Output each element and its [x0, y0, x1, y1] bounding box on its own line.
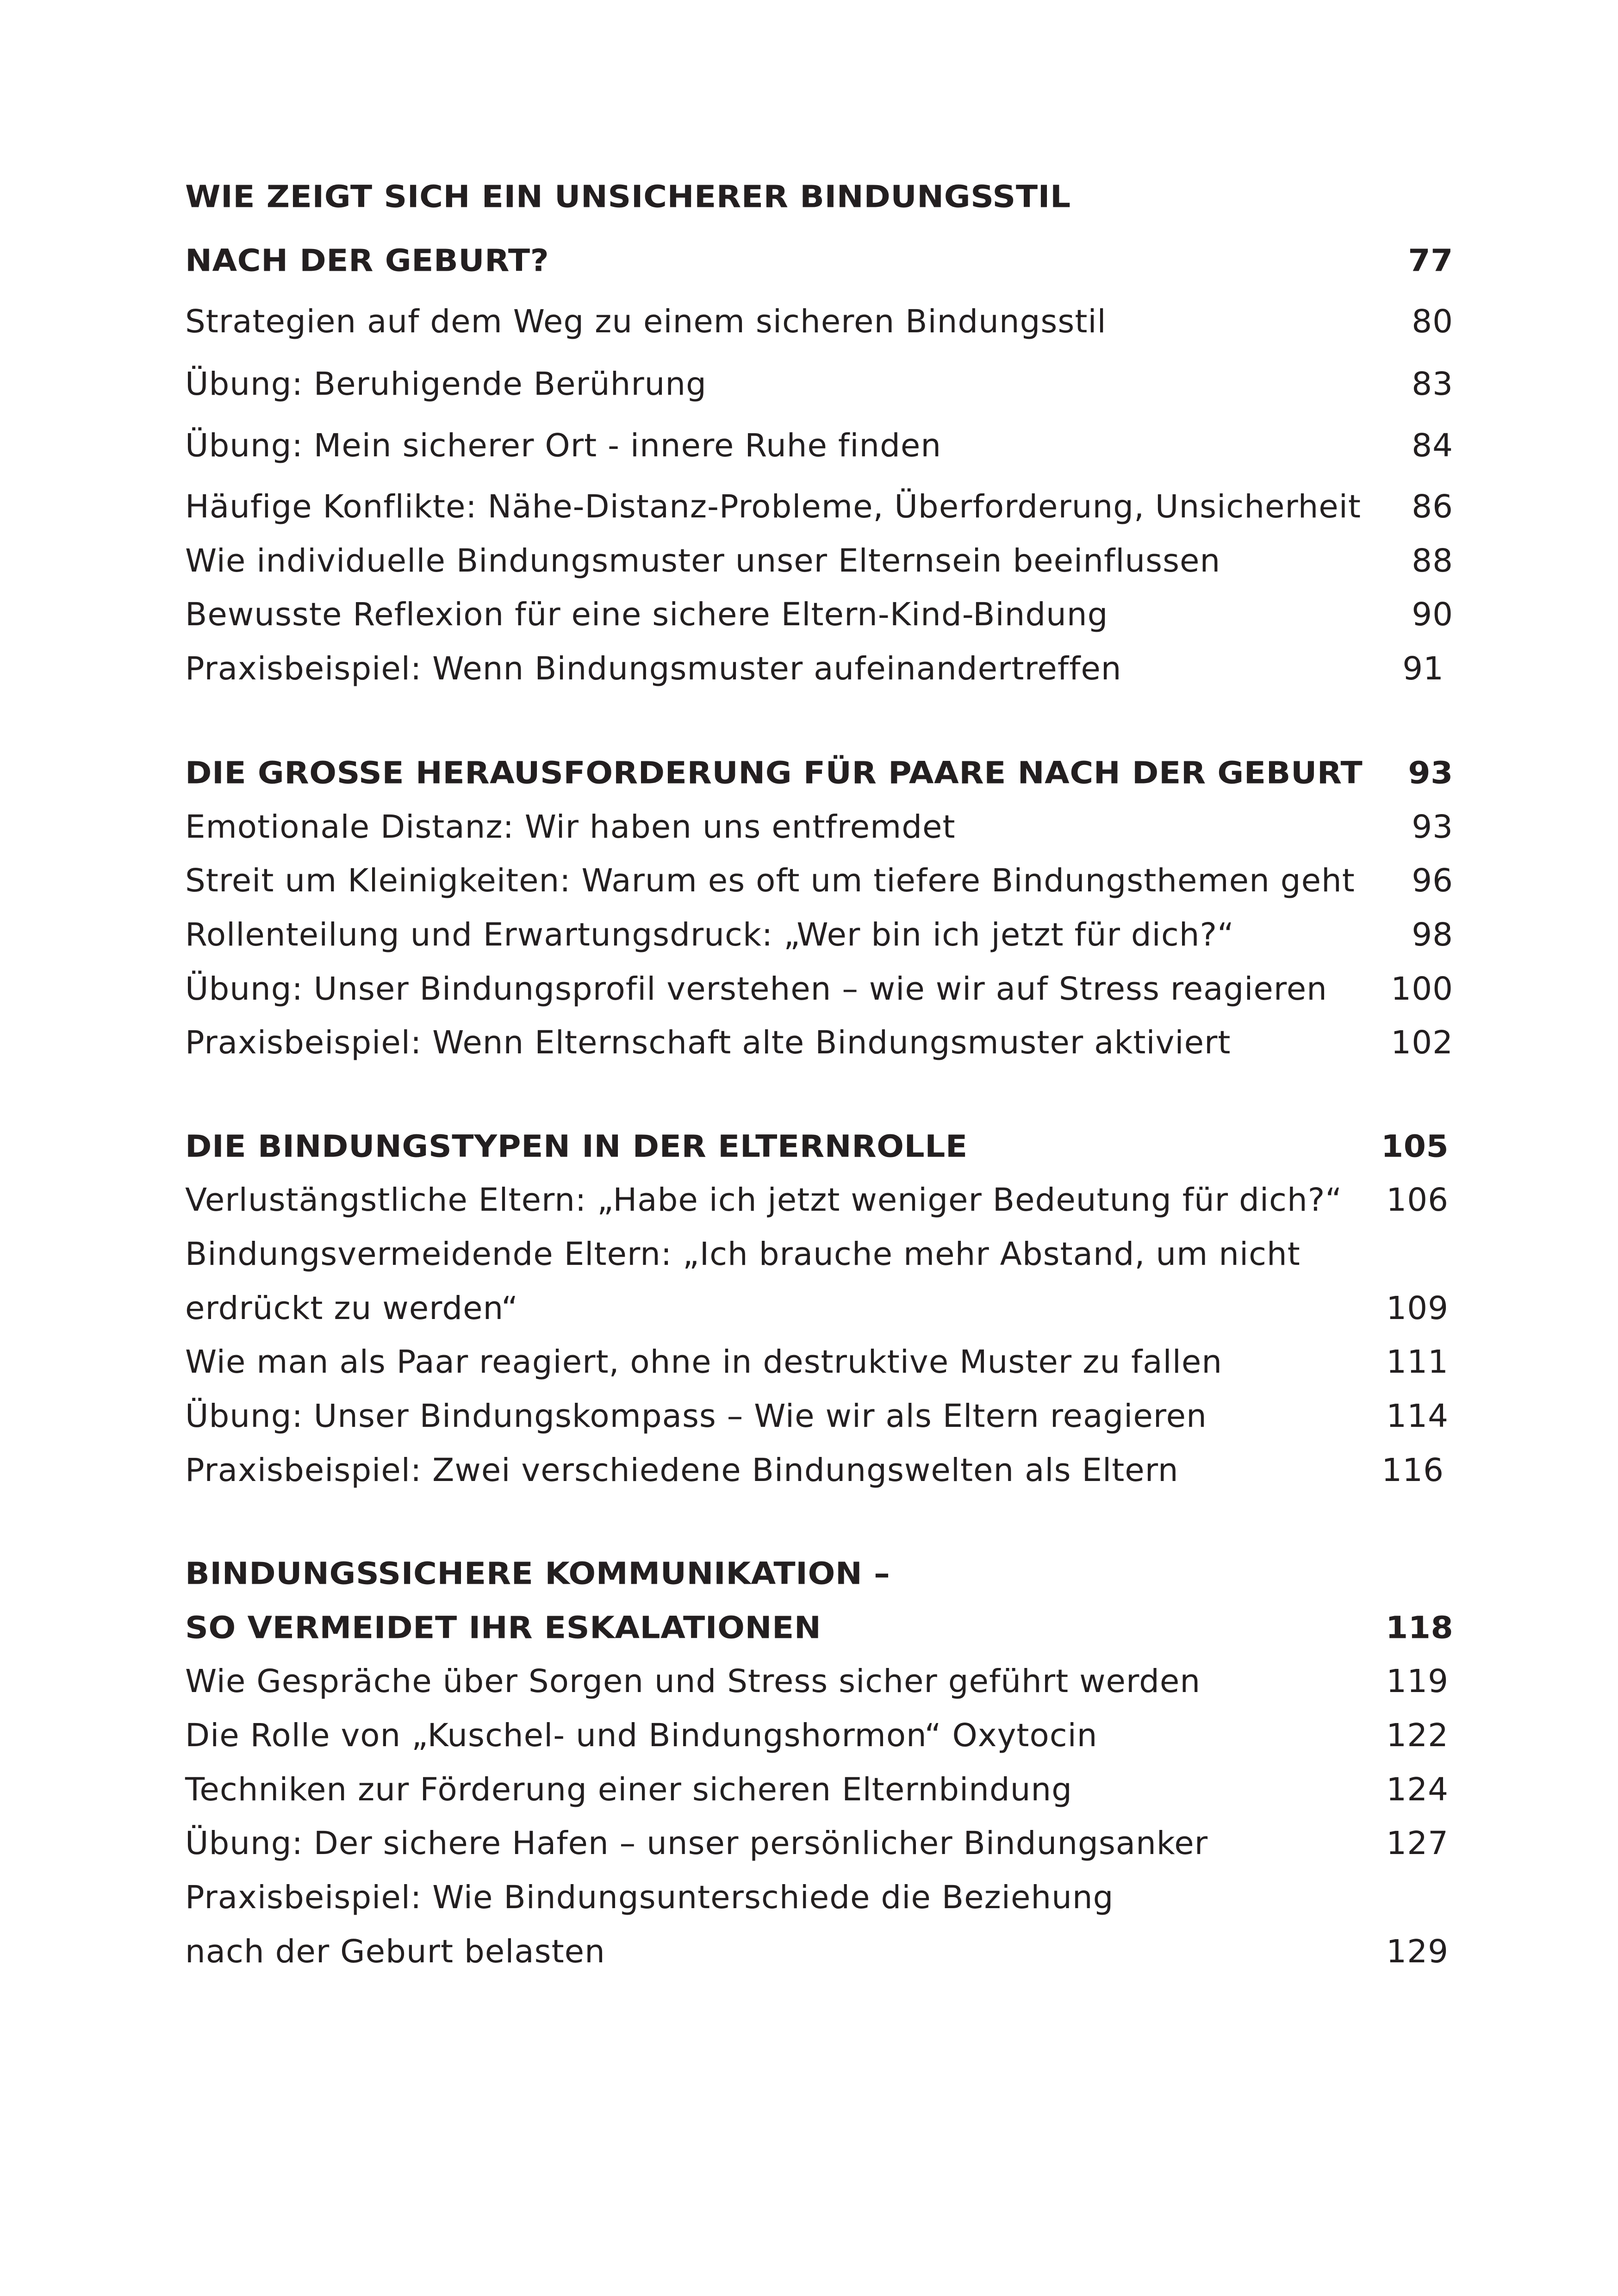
entry-title: Streit um Kleinigkeiten: Warum es oft um tiefere Bindungsthemen geht — [185, 862, 1355, 899]
entry-title: Praxisbeispiel: Zwei verschiedene Bindungswelten als Eltern — [185, 1452, 1179, 1489]
entry-title: Praxisbeispiel: Wenn Bindungsmuster aufeinandertreffen — [185, 650, 1122, 687]
entry-page-number: 90 — [1412, 596, 1453, 633]
entry-page-number: 91 — [1402, 650, 1444, 687]
section-heading-line: BINDUNGSSICHERE KOMMUNIKATION – — [185, 1556, 890, 1592]
entry-title: Häufige Konflikte: Nähe-Distanz-Probleme, Überforderung, Unsicherheit — [185, 488, 1361, 525]
section-heading — [185, 233, 1453, 288]
entry-page-number: 119 — [1386, 1663, 1449, 1700]
entry-page-number: 114 — [1386, 1398, 1449, 1435]
toc-entry — [185, 294, 1453, 349]
entry-title: Verlustängstliche Eltern: „Habe ich jetzt weniger Bedeutung für dich?“ — [185, 1182, 1343, 1219]
entry-title: Rollenteilung und Erwartungsdruck: „Wer bin ich jetzt für dich?“ — [185, 916, 1234, 953]
section-heading — [185, 169, 1453, 224]
entry-title: Übung: Der sichere Hafen – unser persönlicher Bindungsanker — [185, 1825, 1208, 1862]
entry-page-number: 111 — [1386, 1344, 1449, 1381]
section-heading-line: NACH DER GEBURT? — [185, 243, 549, 279]
entry-title: Strategien auf dem Weg zu einem sicheren Bindungsstil — [185, 303, 1107, 340]
entry-page-number: 80 — [1412, 303, 1453, 340]
toc-entry — [185, 1654, 1453, 1709]
toc-entry — [185, 533, 1453, 589]
entry-page-number: 98 — [1412, 916, 1453, 953]
entry-title: Emotionale Distanz: Wir haben uns entfremdet — [185, 809, 956, 846]
entry-page-number: 102 — [1391, 1024, 1453, 1061]
entry-title: Techniken zur Förderung einer sicheren Elternbindung — [185, 1771, 1072, 1808]
toc-entry — [185, 853, 1453, 908]
entry-title: Wie man als Paar reagiert, ohne in destruktive Muster zu fallen — [185, 1344, 1223, 1381]
section-heading — [185, 745, 1453, 801]
entry-title: Wie individuelle Bindungsmuster unser Elternsein beeinflussen — [185, 542, 1221, 579]
entry-title: Übung: Mein sicherer Ort - innere Ruhe finden — [185, 427, 942, 464]
toc-entry — [185, 479, 1453, 535]
entry-page-number: 96 — [1412, 862, 1453, 899]
toc-entry — [185, 1816, 1453, 1871]
section-heading-line: SO VERMEIDET IHR ESKALATIONEN — [185, 1610, 821, 1646]
toc-entry — [185, 1443, 1453, 1498]
entry-page-number: 124 — [1386, 1771, 1449, 1808]
section-heading-line: DIE BINDUNGSTYPEN IN DER ELTERNROLLE — [185, 1128, 968, 1164]
section-page-number: 93 — [1408, 755, 1453, 791]
entry-title: Übung: Unser Bindungsprofil verstehen – wie wir auf Stress reagieren — [185, 971, 1327, 1008]
entry-page-number: 84 — [1412, 427, 1453, 464]
section-heading-line: WIE ZEIGT SICH EIN UNSICHERER BINDUNGSSTIL — [185, 179, 1071, 215]
entry-title: Die Rolle von „Kuschel- und Bindungshormon“ Oxytocin — [185, 1717, 1098, 1754]
toc-entry — [185, 1708, 1453, 1763]
toc-entry — [185, 1762, 1453, 1817]
entry-title: Bewusste Reflexion für eine sichere Eltern-Kind-Bindung — [185, 596, 1108, 633]
entry-title: Bindungsvermeidende Eltern: „Ich brauche mehr Abstand, um nicht — [185, 1236, 1301, 1273]
entry-title: Übung: Beruhigende Berührung — [185, 366, 707, 403]
entry-page-number: 100 — [1391, 971, 1453, 1008]
toc-entry — [185, 1924, 1453, 1979]
entry-page-number: 86 — [1412, 488, 1453, 525]
section-heading — [185, 1119, 1453, 1174]
toc-entry — [185, 961, 1453, 1017]
section-heading-line: DIE GROSSE HERAUSFORDERUNG FÜR PAARE NACH DER GEBURT — [185, 755, 1363, 791]
entry-page-number: 116 — [1382, 1452, 1444, 1489]
entry-page-number: 129 — [1386, 1933, 1449, 1970]
section-page-number: 105 — [1381, 1128, 1449, 1164]
entry-page-number: 106 — [1386, 1182, 1449, 1219]
section-heading — [185, 1546, 1453, 1601]
entry-page-number: 122 — [1386, 1717, 1449, 1754]
toc-entry — [185, 1015, 1453, 1070]
section-page-number: 77 — [1408, 243, 1453, 279]
entry-page-number: 88 — [1412, 542, 1453, 579]
entry-page-number: 83 — [1412, 366, 1453, 403]
entry-title: Praxisbeispiel: Wie Bindungsunterschiede die Beziehung — [185, 1879, 1114, 1916]
entry-title: nach der Geburt belasten — [185, 1933, 605, 1970]
entry-title: Praxisbeispiel: Wenn Elternschaft alte Bindungsmuster aktiviert — [185, 1024, 1231, 1061]
toc-entry — [185, 356, 1453, 412]
toc-entry — [185, 418, 1453, 473]
toc-entry — [185, 1870, 1453, 1925]
toc-entry — [185, 1334, 1453, 1390]
toc-entry — [185, 587, 1453, 642]
toc-entry — [185, 641, 1453, 697]
toc-entry — [185, 1281, 1453, 1336]
toc-entry — [185, 799, 1453, 855]
entry-title: Wie Gespräche über Sorgen und Stress sicher geführt werden — [185, 1663, 1201, 1700]
entry-title: Übung: Unser Bindungskompass – Wie wir als Eltern reagieren — [185, 1398, 1207, 1435]
toc-entry — [185, 1172, 1453, 1228]
toc-entry — [185, 1388, 1453, 1444]
entry-page-number: 109 — [1386, 1290, 1449, 1327]
toc-entry — [185, 907, 1453, 963]
table-of-contents — [185, 0, 1453, 2296]
section-heading — [185, 1600, 1453, 1655]
section-page-number: 118 — [1385, 1610, 1453, 1646]
entry-page-number: 127 — [1386, 1825, 1449, 1862]
toc-entry — [185, 1226, 1453, 1282]
entry-page-number: 93 — [1412, 809, 1453, 846]
entry-title: erdrückt zu werden“ — [185, 1290, 519, 1327]
